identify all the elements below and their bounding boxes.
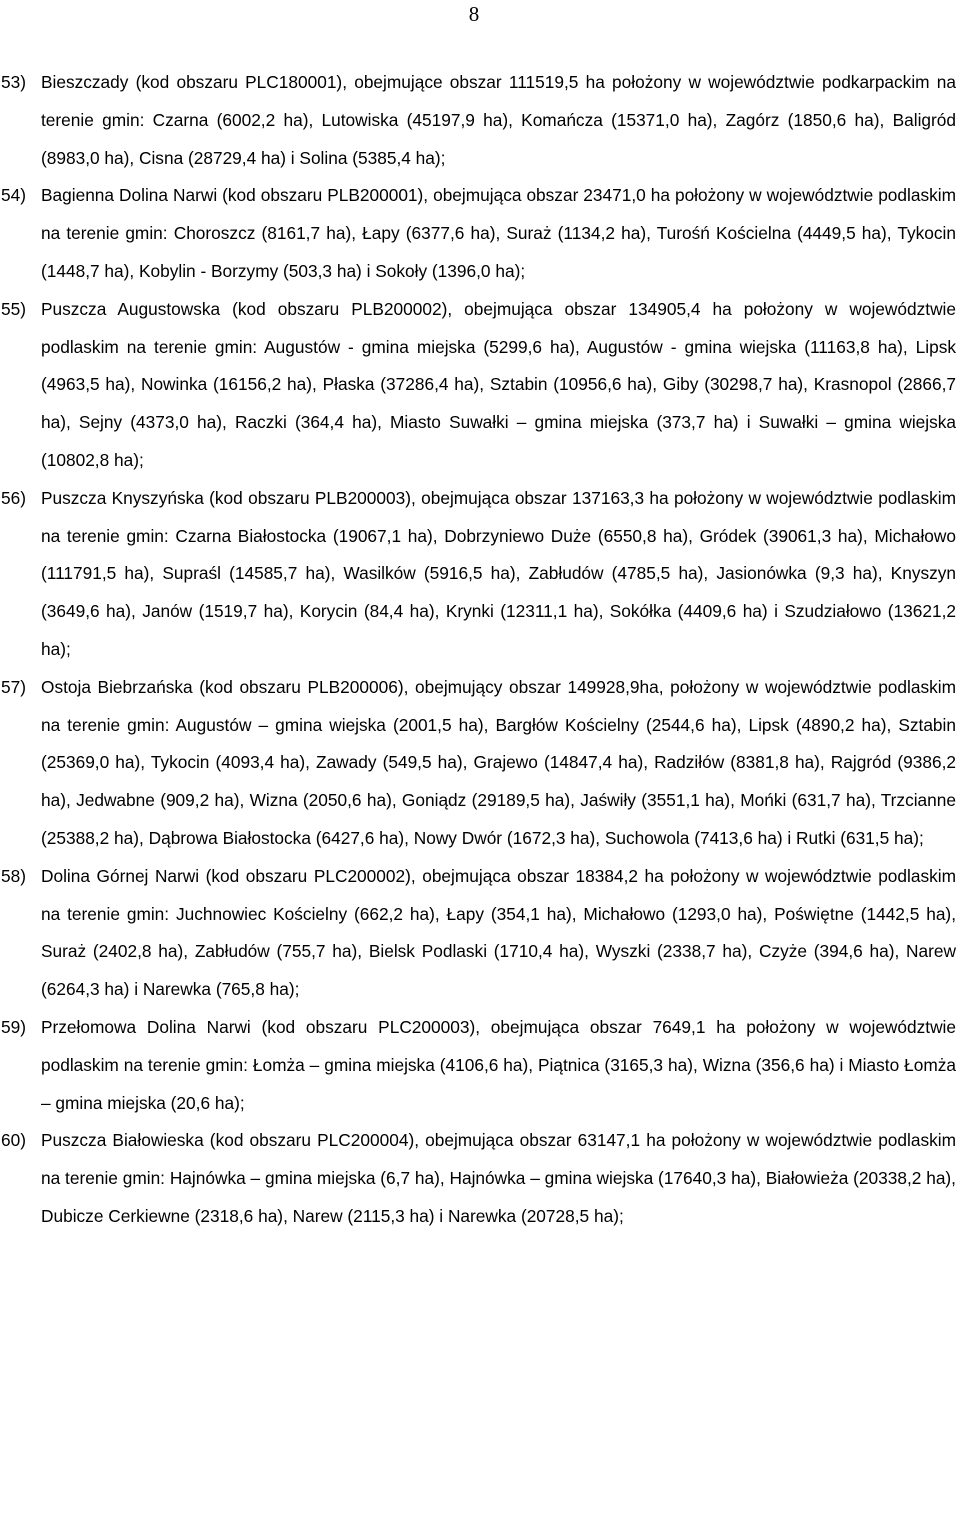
entry-text: Bieszczady (kod obszaru PLC180001), obejmujące obszar 111519,5 ha położony w województwie podkarpackim na terenie gmin: Czarna (6002,2 ha), Lutowiska (45197,9 ha), Komańcza (15371,0 ha), Zagórz (1850,6 ha), Baligród (8983,0 ha), Cisna (28729,4 ha) i Solina (5385,4 ha); xyxy=(41,72,956,168)
entry-text: Przełomowa Dolina Narwi (kod obszaru PLC200003), obejmująca obszar 7649,1 ha położony w województwie podlaskim na terenie gmin: Łomża – gmina miejska (4106,6 ha), Piątnica (3165,3 ha), Wizna (356,6 ha) i Miasto Łomża – gmina miejska (20,6 ha); xyxy=(41,1016,956,1113)
entry-text: Puszcza Knyszyńska (kod obszaru PLB200003), obejmująca obszar 137163,3 ha położony w województwie podlaskim na terenie gmin: Czarna Białostocka (19067,1 ha), Dobrzyniewo Duże (6550,8 ha), Gródek (39061,3 ha), Michałowo (111791,5 ha), Supraśl (14585,7 ha), Wasilków (5916,5 ha), Zabłudów (4785,5 ha), Jasionówka (9,3 ha), Knyszyn (3649,6 ha), Janów (1519,7 ha), Korycin (84,4 ha), Krynki (12311,1 ha), Sokółka (4409,6 ha) i Szudziałowo (13621,2 ha); xyxy=(41,487,956,659)
entry-text: Ostoja Biebrzańska (kod obszaru PLB200006), obejmujący obszar 149928,9ha, położony w województwie podlaskim na terenie gmin: Augustów – gmina wiejska (2001,5 ha), Bargłów Kościelny (2544,6 ha), Lipsk (4890,2 ha), Sztabin (25369,0 ha), Tykocin (4093,4 ha), Zawady (549,5 ha), Grajewo (14847,4 ha), Radziłów (8381,8 ha), Rajgród (9386,2 ha), Jedwabne (909,2 ha), Wizna (2050,6 ha), Goniądz (29189,5 ha), Jaświły (3551,1 ha), Mońki (631,7 ha), Trzcianne (25388,2 ha), Dąbrowa Białostocka (6427,6 ha), Nowy Dwór (1672,3 ha), Suchowola (7413,6 ha) i Rutki (631,5 ha); xyxy=(41,676,956,848)
entry-number: 56) xyxy=(1,487,26,508)
list-item xyxy=(0,177,960,290)
entry-number: 57) xyxy=(1,676,26,697)
list-item xyxy=(0,1009,960,1122)
entry-number: 58) xyxy=(1,865,26,886)
entry-text: Bagienna Dolina Narwi (kod obszaru PLB200001), obejmująca obszar 23471,0 ha położony w województwie podlaskim na terenie gmin: Choroszcz (8161,7 ha), Łapy (6377,6 ha), Suraż (1134,2 ha), Turośń Kościelna (4449,5 ha), Tykocin (1448,7 ha), Kobylin - Borzymy (503,3 ha) i Sokoły (1396,0 ha); xyxy=(41,185,956,281)
entry-list xyxy=(0,64,960,1236)
entry-number: 54) xyxy=(1,185,26,206)
entry-text: Puszcza Augustowska (kod obszaru PLB200002), obejmująca obszar 134905,4 ha położony w województwie podlaskim na terenie gmin: Augustów - gmina miejska (5299,6 ha), Augustów - gmina wiejska (11163,8 ha), Lipsk (4963,5 ha), Nowinka (16156,2 ha), Płaska (37286,4 ha), Sztabin (10956,6 ha), Giby (30298,7 ha), Krasnopol (2866,7 ha), Sejny (4373,0 ha), Raczki (364,4 ha), Miasto Suwałki – gmina miejska (373,7 ha) i Suwałki – gmina wiejska (10802,8 ha); xyxy=(41,298,956,470)
list-item xyxy=(0,291,960,480)
entry-number: 59) xyxy=(1,1016,26,1037)
entry-text: Puszcza Białowieska (kod obszaru PLC200004), obejmująca obszar 63147,1 ha położony w województwie podlaskim na terenie gmin: Hajnówka – gmina miejska (6,7 ha), Hajnówka – gmina wiejska (17640,3 ha), Białowieża (20338,2 ha), Dubicze Cerkiewne (2318,6 ha), Narew (2115,3 ha) i Narewka (20728,5 ha); xyxy=(41,1130,956,1226)
list-item xyxy=(0,64,960,177)
page-number: 8 xyxy=(468,2,480,26)
entry-text: Dolina Górnej Narwi (kod obszaru PLC200002), obejmująca obszar 18384,2 ha położony w województwie podlaskim na terenie gmin: Juchnowiec Kościelny (662,2 ha), Łapy (354,1 ha), Michałowo (1293,0 ha), Poświętne (1442,5 ha), Suraż (2402,8 ha), Zabłudów (755,7 ha), Bielsk Podlaski (1710,4 ha), Wyszki (2338,7 ha), Czyże (394,6 ha), Narew (6264,3 ha) i Narewka (765,8 ha); xyxy=(41,865,956,1000)
list-item xyxy=(0,669,960,858)
list-item xyxy=(0,858,960,1009)
list-item xyxy=(0,480,960,669)
entry-number: 55) xyxy=(1,298,26,319)
entry-number: 53) xyxy=(1,72,26,92)
entry-number: 60) xyxy=(1,1130,26,1151)
list-item xyxy=(0,1122,960,1235)
